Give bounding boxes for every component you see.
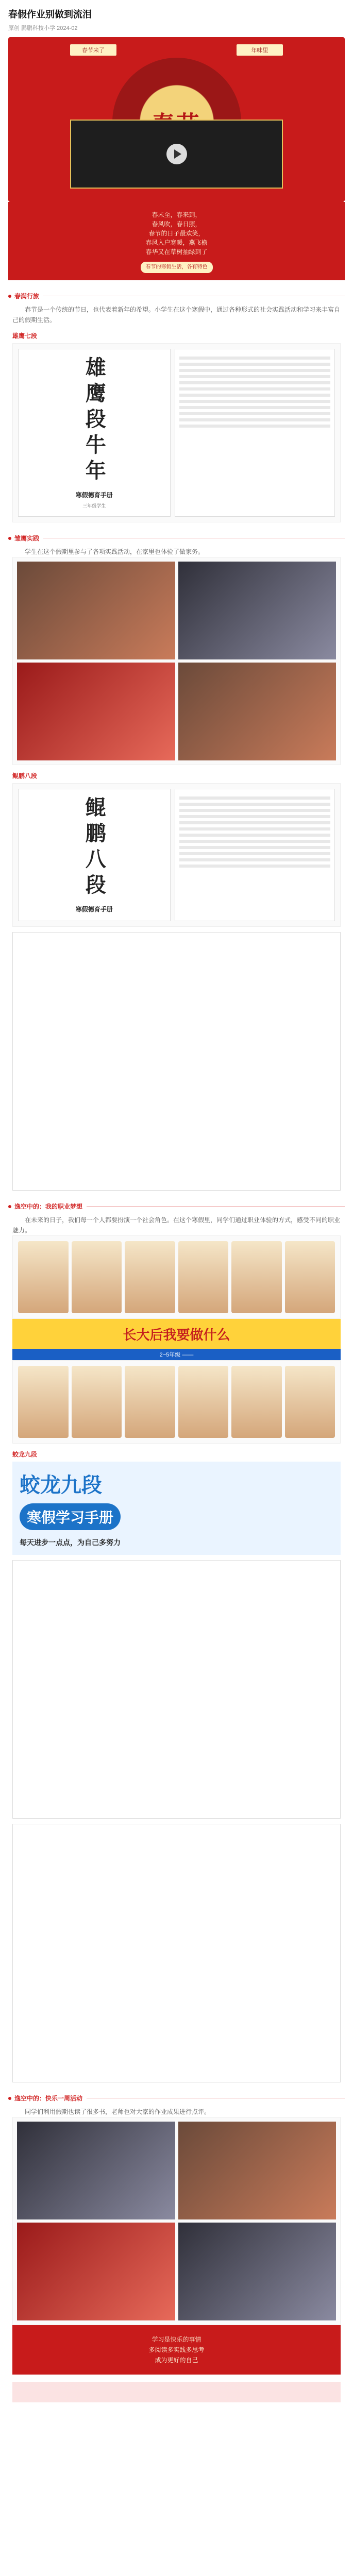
cover-title: 雄鹰段牛年 (82, 357, 107, 485)
handbook-sheet (175, 789, 335, 921)
kid-photo (285, 1241, 335, 1313)
cover-title: 鲲鹏八段 (82, 796, 107, 900)
activity-photo (178, 2122, 337, 2219)
section-head-1 (8, 292, 345, 300)
bullet-icon (8, 2097, 11, 2100)
article-title: 春假作业别做到流泪 (8, 9, 92, 20)
section-head-2 (8, 534, 345, 543)
ending-line: 学习是快乐的事情 (152, 2336, 201, 2343)
badge-right: 年味里 (237, 44, 283, 56)
kid-photo (125, 1241, 175, 1313)
kid-photo (72, 1241, 122, 1313)
ending-block (12, 2325, 341, 2375)
career-kids-panel-2 (12, 1360, 341, 1444)
career-kids-panel (12, 1235, 341, 1319)
section-head-4 (8, 2094, 345, 2103)
kid-photo (18, 1241, 69, 1313)
paragraph: 学生在这个假期里参与了各项实践活动，在家里也体验了做家务。 (25, 548, 205, 555)
cover-note: 三年级学生 (82, 503, 106, 509)
activity-photo (17, 2122, 175, 2219)
handbook-cover (18, 349, 171, 517)
kid-photo (72, 1366, 122, 1438)
poem-line: 春华又在草树抽绿到了 (145, 248, 208, 256)
handbook-panel-1 (12, 343, 341, 522)
kid-photo (231, 1366, 282, 1438)
sub-label: 鲲鹏八段 (12, 772, 38, 779)
handbook-cover (18, 789, 171, 921)
cover-subtitle: 寒假德育手册 (75, 906, 113, 913)
section-head-3 (8, 1202, 345, 1211)
handbook-panel-2 (12, 783, 341, 927)
handbook-subtitle: 寒假学习手册 (20, 1503, 121, 1530)
sub-label: 蛟龙九段 (12, 1451, 38, 1458)
paragraph: 同学们利用假期也读了很多书，老师也对大家的作业成果进行点评。 (25, 2108, 211, 2115)
paragraph: 春节是一个传统的节日，也代表着新年的希望。小学生在这个寒假中，通过各种形式的社会实践活动和学习来丰富自己的假期生活。 (12, 306, 341, 324)
kid-photo (178, 1241, 229, 1313)
paragraph: 在未来的日子，我们每一个人都要扮演一个社会角色。在这个寒假里，同学们通过职业体验的方式，感受不同的职业魅力。 (12, 1216, 341, 1234)
poem-line: 春风吹，春日照， (152, 221, 201, 228)
career-banner: 长大后我要做什么 (12, 1319, 341, 1349)
career-strip: 2~5年级 —— (12, 1349, 341, 1360)
ending-line: 成为更好的自己 (155, 2357, 198, 2364)
badge-left: 春节来了 (70, 44, 116, 56)
poem-line: 春节的日子最欢笑， (148, 230, 205, 237)
record-table (12, 932, 341, 1191)
cover-subtitle: 寒假德育手册 (75, 492, 113, 499)
kid-photo (178, 1366, 229, 1438)
ending-line: 多阅读多实践多思考 (148, 2346, 205, 2353)
poem-line: 春未至，春来到， (152, 211, 201, 218)
bullet-icon (8, 537, 11, 540)
divider (87, 1206, 345, 1207)
handbook-sheet (175, 349, 335, 517)
video-player[interactable] (70, 120, 283, 189)
play-icon[interactable] (166, 144, 187, 164)
activity-photo (17, 663, 175, 760)
photo-panel-1 (12, 557, 341, 765)
kid-photo (125, 1366, 175, 1438)
poem-line: 春风入户寒暖，燕飞檐 (145, 239, 208, 246)
handbook-motto: 每天进步一点点，为自己多努力 (20, 1538, 121, 1547)
activity-photo (17, 562, 175, 659)
sub-label: 雄鹰七段 (12, 332, 38, 340)
section-title: 春满行旅 (14, 293, 40, 300)
kid-photo (231, 1241, 282, 1313)
study-table (12, 1560, 341, 1819)
footer-bar (12, 2382, 341, 2402)
study-handbook-cover (12, 1462, 341, 1555)
section-title: 逸空中的：快乐一周活动 (14, 2095, 83, 2102)
article-meta: 原创 鹏鹏科技小学 2024-02 (8, 25, 78, 31)
bullet-icon (8, 1205, 11, 1208)
section-title: 逸空中的：我的职业梦想 (14, 1203, 83, 1210)
kid-photo (18, 1366, 69, 1438)
section-title: 雏鹰实践 (14, 535, 40, 542)
bullet-icon (8, 295, 11, 298)
poem-block (8, 202, 345, 280)
poem-tag: 春节的寒假生活，各有特色 (141, 262, 213, 273)
study-table-2 (12, 1824, 341, 2082)
photo-panel-2 (12, 2117, 341, 2325)
activity-photo (178, 2223, 337, 2320)
handbook-title: 蛟龙九段 (20, 1474, 102, 1497)
activity-photo (17, 2223, 175, 2320)
activity-photo (178, 562, 337, 659)
activity-photo (178, 663, 337, 760)
kid-photo (285, 1366, 335, 1438)
hero-banner (8, 37, 345, 202)
